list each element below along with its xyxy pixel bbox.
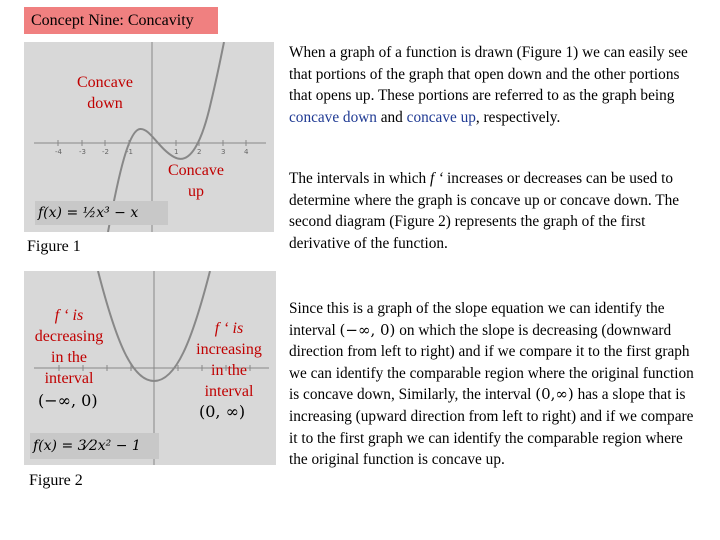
concave-down-term: concave down bbox=[289, 108, 377, 126]
page-title: Concept Nine: Concavity bbox=[24, 7, 218, 34]
decreasing-interval: (−∞, 0) bbox=[38, 391, 98, 410]
svg-text:-1: -1 bbox=[126, 148, 133, 156]
figure1-caption: Figure 1 bbox=[27, 238, 81, 255]
paragraph-2: The intervals in which f ‘ increases or decreases can be used to determine where the graph is concave up or concave down. The second diagram (Figure 2) represents the graph of the first derivative of the function. bbox=[289, 170, 680, 252]
concave-up-term: concave up bbox=[406, 108, 476, 126]
svg-text:4: 4 bbox=[244, 148, 249, 156]
svg-text:3: 3 bbox=[221, 148, 226, 156]
svg-text:2: 2 bbox=[197, 148, 202, 156]
svg-text:-3: -3 bbox=[79, 148, 86, 156]
svg-text:-4: -4 bbox=[55, 148, 62, 156]
paragraph-3: Since this is a graph of the slope equation we can identify the interval (−∞, 0) on which the slope is decreasing (downward direction from left to right) and if we compare it to the first graph we can identify the comparable region where the original function is concave down, Similarly, the interval (0,∞) has a slope that is increasing (upward direction from left to right) and if we compare it to the first graph we can identify the comparable region where the original function is concave up. bbox=[289, 300, 694, 469]
figure2-formula: f(x) = 3⁄2x² − 1 bbox=[30, 433, 159, 459]
svg-text:-2: -2 bbox=[102, 148, 109, 156]
interval-positive: (0,∞) bbox=[535, 385, 574, 404]
increasing-label: f ‘ is increasing in the interval bbox=[196, 320, 262, 400]
increasing-interval: (0, ∞) bbox=[199, 402, 246, 421]
concave-down-label: Concave down bbox=[77, 74, 133, 112]
figure1-formula: f(x) = ½x³ − x bbox=[35, 201, 168, 225]
figure2-caption: Figure 2 bbox=[29, 472, 83, 489]
svg-text:1: 1 bbox=[174, 148, 179, 156]
concave-up-label: Concave up bbox=[168, 162, 224, 200]
decreasing-label: f ‘ is decreasing in the interval bbox=[34, 307, 104, 387]
paragraph-1: When a graph of a function is drawn (Figure 1) we can easily see that portions of the graph that open down and the other portions that opens up. These portions are referred to as the graph being concave down and concave up, respectively. bbox=[289, 44, 688, 126]
interval-negative: (−∞, 0) bbox=[339, 320, 396, 339]
